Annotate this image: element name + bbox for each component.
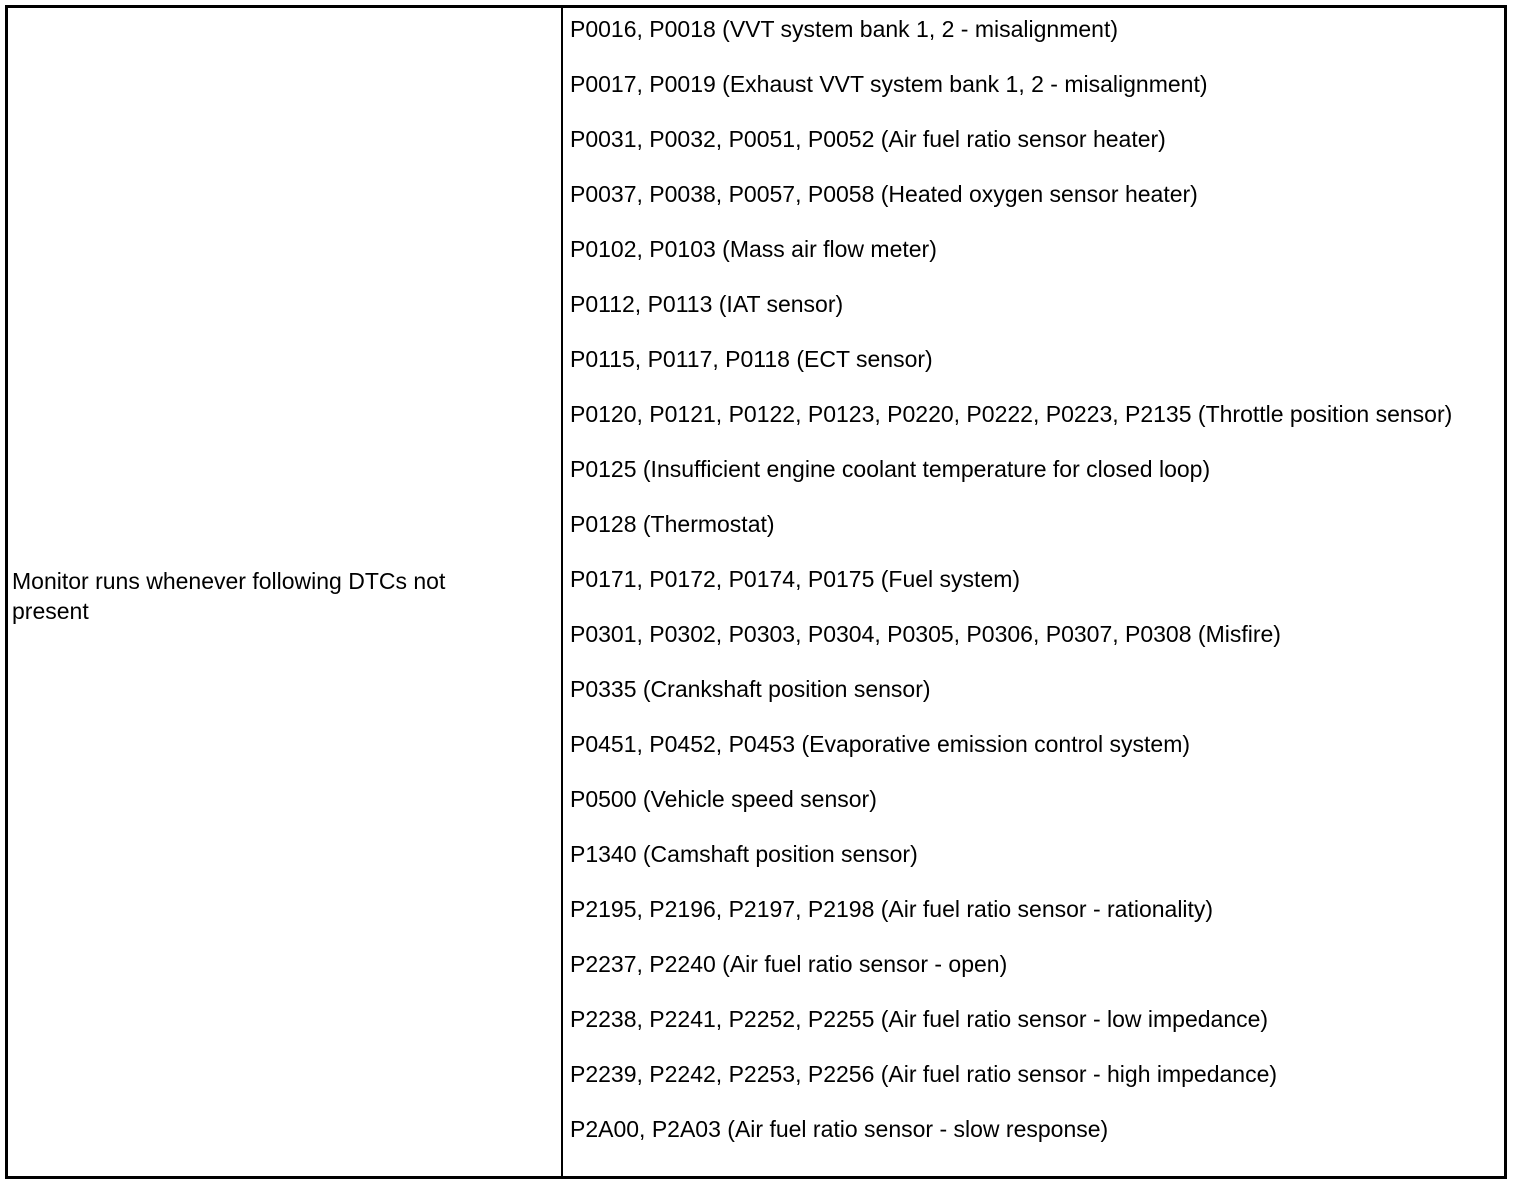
dtc-entry: P2238, P2241, P2252, P2255 (Air fuel ratio sensor - low impedance) — [570, 1006, 1269, 1032]
dtc-entry: P2A00, P2A03 (Air fuel ratio sensor - slow response) — [570, 1116, 1109, 1142]
dtc-entry: P1340 (Camshaft position sensor) — [570, 841, 918, 867]
dtc-entry: P0500 (Vehicle speed sensor) — [570, 786, 877, 812]
dtc-entry: P0171, P0172, P0174, P0175 (Fuel system) — [570, 566, 1021, 592]
dtc-entry: P0016, P0018 (VVT system bank 1, 2 - misalignment) — [570, 16, 1119, 42]
dtc-entry: P2239, P2242, P2253, P2256 (Air fuel ratio sensor - high impedance) — [570, 1061, 1278, 1087]
dtc-entry: P0125 (Insufficient engine coolant temperature for closed loop) — [570, 456, 1211, 482]
dtc-entry: P0451, P0452, P0453 (Evaporative emission control system) — [570, 731, 1191, 757]
dtc-entry: P0120, P0121, P0122, P0123, P0220, P0222, P0223, P2135 (Throttle position sensor) — [570, 401, 1453, 427]
dtc-entry: P0017, P0019 (Exhaust VVT system bank 1, 2 - misalignment) — [570, 71, 1208, 97]
dtc-entry: P0335 (Crankshaft position sensor) — [570, 676, 931, 702]
condition-label: Monitor runs whenever following DTCs not present — [12, 568, 446, 624]
dtc-entry: P0037, P0038, P0057, P0058 (Heated oxygen sensor heater) — [570, 181, 1198, 207]
dtc-entry: P0102, P0103 (Mass air flow meter) — [570, 236, 937, 262]
dtc-list — [570, 14, 1498, 1144]
dtc-entry: P0128 (Thermostat) — [570, 511, 775, 537]
dtc-list-cell — [563, 8, 1504, 1176]
dtc-entry: P0112, P0113 (IAT sensor) — [570, 291, 844, 317]
dtc-entry: P0301, P0302, P0303, P0304, P0305, P0306, P0307, P0308 (Misfire) — [570, 621, 1281, 647]
dtc-entry: P2195, P2196, P2197, P2198 (Air fuel ratio sensor - rationality) — [570, 896, 1214, 922]
dtc-entry: P0031, P0032, P0051, P0052 (Air fuel ratio sensor heater) — [570, 126, 1166, 152]
dtc-entry: P0115, P0117, P0118 (ECT sensor) — [570, 346, 933, 372]
condition-cell — [8, 8, 563, 1176]
dtc-entry: P2237, P2240 (Air fuel ratio sensor - open) — [570, 951, 1008, 977]
dtc-condition-table — [5, 5, 1507, 1179]
